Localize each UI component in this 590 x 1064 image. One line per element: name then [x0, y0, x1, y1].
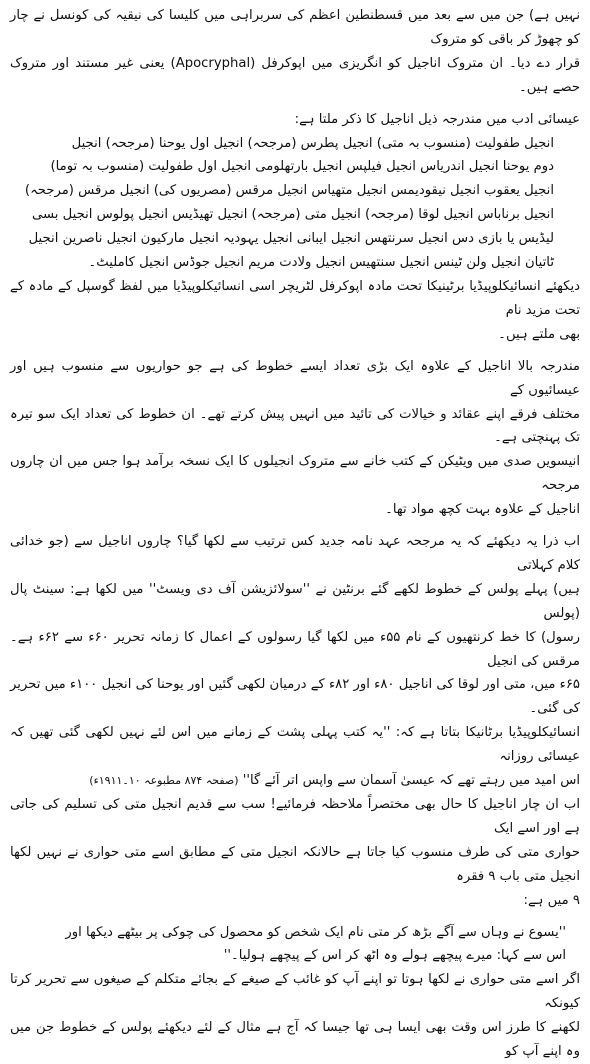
text-line: انجیل طفولیت (منسوب بہ متی) انجیل پطرس (مرجحہ) انجیل اول یوحنا (مرجحہ) انجیل [71, 135, 554, 151]
text-line: دیکھئے انسائیکلوپیڈیا برٹینیکا تحت مادہ اپوکرفل لٹریچر اسی انسائیکلوپیڈیا میں لفظ گوسپل کے مادہ کے تحت مزید نام [10, 278, 580, 318]
text-line: نہیں ہے) جن میں سے بعد میں قسطنطین اعظم کی سربراہی میں کلیسا کی نیقیہ کی کونسل نے چار کو چھوڑ کر باقی کو متروک [10, 8, 580, 47]
paragraph-letters [10, 355, 580, 522]
paragraph-intro [10, 4, 580, 100]
paragraph-chronology [10, 530, 580, 721]
text-line: مختلف فرقے اپنے عقائد و خیالات کی تائید میں انہیں پیش کرتے تھے۔ ان خطوط کی تعداد ایک سو تیرہ تک پہنچتی ہے۔ [10, 406, 580, 446]
text-line: اس سے کہا: میرے پیچھے ہولے وہ اٹھ کر اس کے پیچھے ہولیا۔'' [223, 948, 566, 964]
spacer [10, 913, 580, 921]
text-line: لیڈیس یا بازی دس انجیل سرنتھس انجیل ایبانی انجیل یہودیہ انجیل مارکیون انجیل ناصرین انجیل [28, 231, 554, 247]
text-line: لکھنے کا طرز اس وقت بھی ایسا ہی تھا جیسا کہ آج ہے مثال کے لئے دیکھئے پولس کے خطوط جن میں وہ اپنے آپ کو [10, 1020, 580, 1060]
text-line: ٹاتیان انجیل ولن ٹینس انجیل سنتھیس انجیل ولادت مریم انجیل جوڈس انجیل کاملیٹ۔ [88, 255, 554, 271]
paragraph-argument [10, 968, 580, 1064]
text-line: قرار دے دیا۔ ان متروک اناجیل کو انگریزی میں اپوکرفل (Apocryphal) یعنی غیر مستند اور متروک حصے ہیں۔ [10, 55, 580, 95]
text-line: اب ذرا یہ دیکھئے کہ یہ مرجحہ عہد نامہ جدید کس ترتیب سے لکھا گیا؟ چاروں اناجیل سے (جو خدائی کلام کہلاتی [10, 534, 580, 573]
text-line: رسول) کا خط کرنتھیوں کے نام ۵۵ء میں لکھا گیا رسولوں کے اعمال کا زمانہ تحریر ۶۰ء سے ۶۲ء ہے۔ مرقس کی انجیل [10, 629, 580, 669]
text-line: ۶۵ء میں، متی اور لوقا کی اناجیل ۸۰ء اور ۸۲ء کے درمیان لکھی گئیں اور یوحنا کی انجیل ۱۰۰ء میں تحریر کی گئی۔ [10, 677, 580, 717]
text-line: دوم یوحنا انجیل اندریاس انجیل فیلپس انجیل بارتھلومی انجیل اول طفولیت (منسوب بہ توما) [50, 159, 554, 175]
text-line: ''یسوع نے وہاں سے آگے بڑھ کر متی نام ایک شخص کو محصول کی چوکی پر بیٹھے دیکھا اور [65, 924, 566, 940]
spacer [10, 100, 580, 108]
text-line: اگر اسے متی حواری نے لکھا ہوتا تو اپنے آپ کو غائب کے صیغے کے بجائے متکلم کے صیغوں سے تحریر کرتا کیونکہ [10, 972, 580, 1012]
paragraph-matthew [10, 793, 580, 913]
paragraph-list-heading [10, 108, 580, 132]
text-line: حواری متی کی طرف منسوب کیا جاتا ہے حالانکہ انجیل متی کے مطابق اسے متی حواری نے نہیں لکھا انجیل متی باب ۹ فقرہ [10, 844, 580, 884]
text-line: اناجیل کے علاوہ بہت کچھ مواد تھا۔ [385, 502, 580, 518]
text-line: ہیں) پہلے پولس کے خطوط لکھے گئے برنٹین نے ''سولائزیشن آف دی ویسٹ'' میں لکھا ہے: سینٹ پال (پولس [10, 581, 580, 621]
text-line: انجیل یعقوب انجیل نیقودیمس انجیل متھیاس انجیل مرقس (مصریوں کی) انجیل مرقس (مرجحہ) [24, 183, 554, 199]
citation: (صفحہ ۸۷۴ مطبوعہ ۱۰۔۱۹۱۱ء) [89, 774, 239, 788]
block-quote [10, 921, 580, 969]
text-line: انجیل برناباس انجیل لوقا (مرجحہ) انجیل متی (مرجحہ) انجیل تھیڈیس انجیل پولوس انجیل بسی [31, 207, 554, 223]
text-line: مندرجہ بالا اناجیل کے علاوہ ایک بڑی تعداد ایسے خطوط کی ہے جو حواریوں سے منسوب ہیں اور عیسائیوں کے [10, 358, 580, 398]
text-line: ۹ میں ہے: [523, 892, 580, 908]
spacer [10, 347, 580, 355]
text-line: انیسویں صدی میں ویٹیکن کے کتب خانے سے متروک انجیلوں کا ایک نسخہ برآمد ہوا جس میں ان چاروں مرجحہ [10, 454, 580, 494]
text-line: انسائیکلوپیڈیا برٹانیکا بتاتا ہے کہ: ''یہ کتب پہلی پشت کے زمانے میں اس لئے نہیں لکھی گئی تھیں کہ عیسائی روزانہ [10, 725, 580, 765]
text-line: بھی ملتے ہیں۔ [498, 326, 580, 342]
gospel-list [10, 132, 580, 275]
paragraph-britannica [10, 721, 580, 793]
spacer [10, 522, 580, 530]
text-line: عیسائی ادب میں مندرجہ ذیل اناجیل کا ذکر ملتا ہے: [294, 111, 580, 127]
text-line: اس امید میں رہتے تھے کہ عیسیٰ آسمان سے واپس اتر آئے گا'' [242, 773, 580, 789]
text-line: اب ان چار اناجیل کا حال بھی مختصراً ملاحظہ فرمائیے! سب سے قدیم انجیل متی کی تسلیم کی جاتی ہے اور اسے ایک [10, 797, 580, 836]
paragraph-reference [10, 275, 580, 347]
